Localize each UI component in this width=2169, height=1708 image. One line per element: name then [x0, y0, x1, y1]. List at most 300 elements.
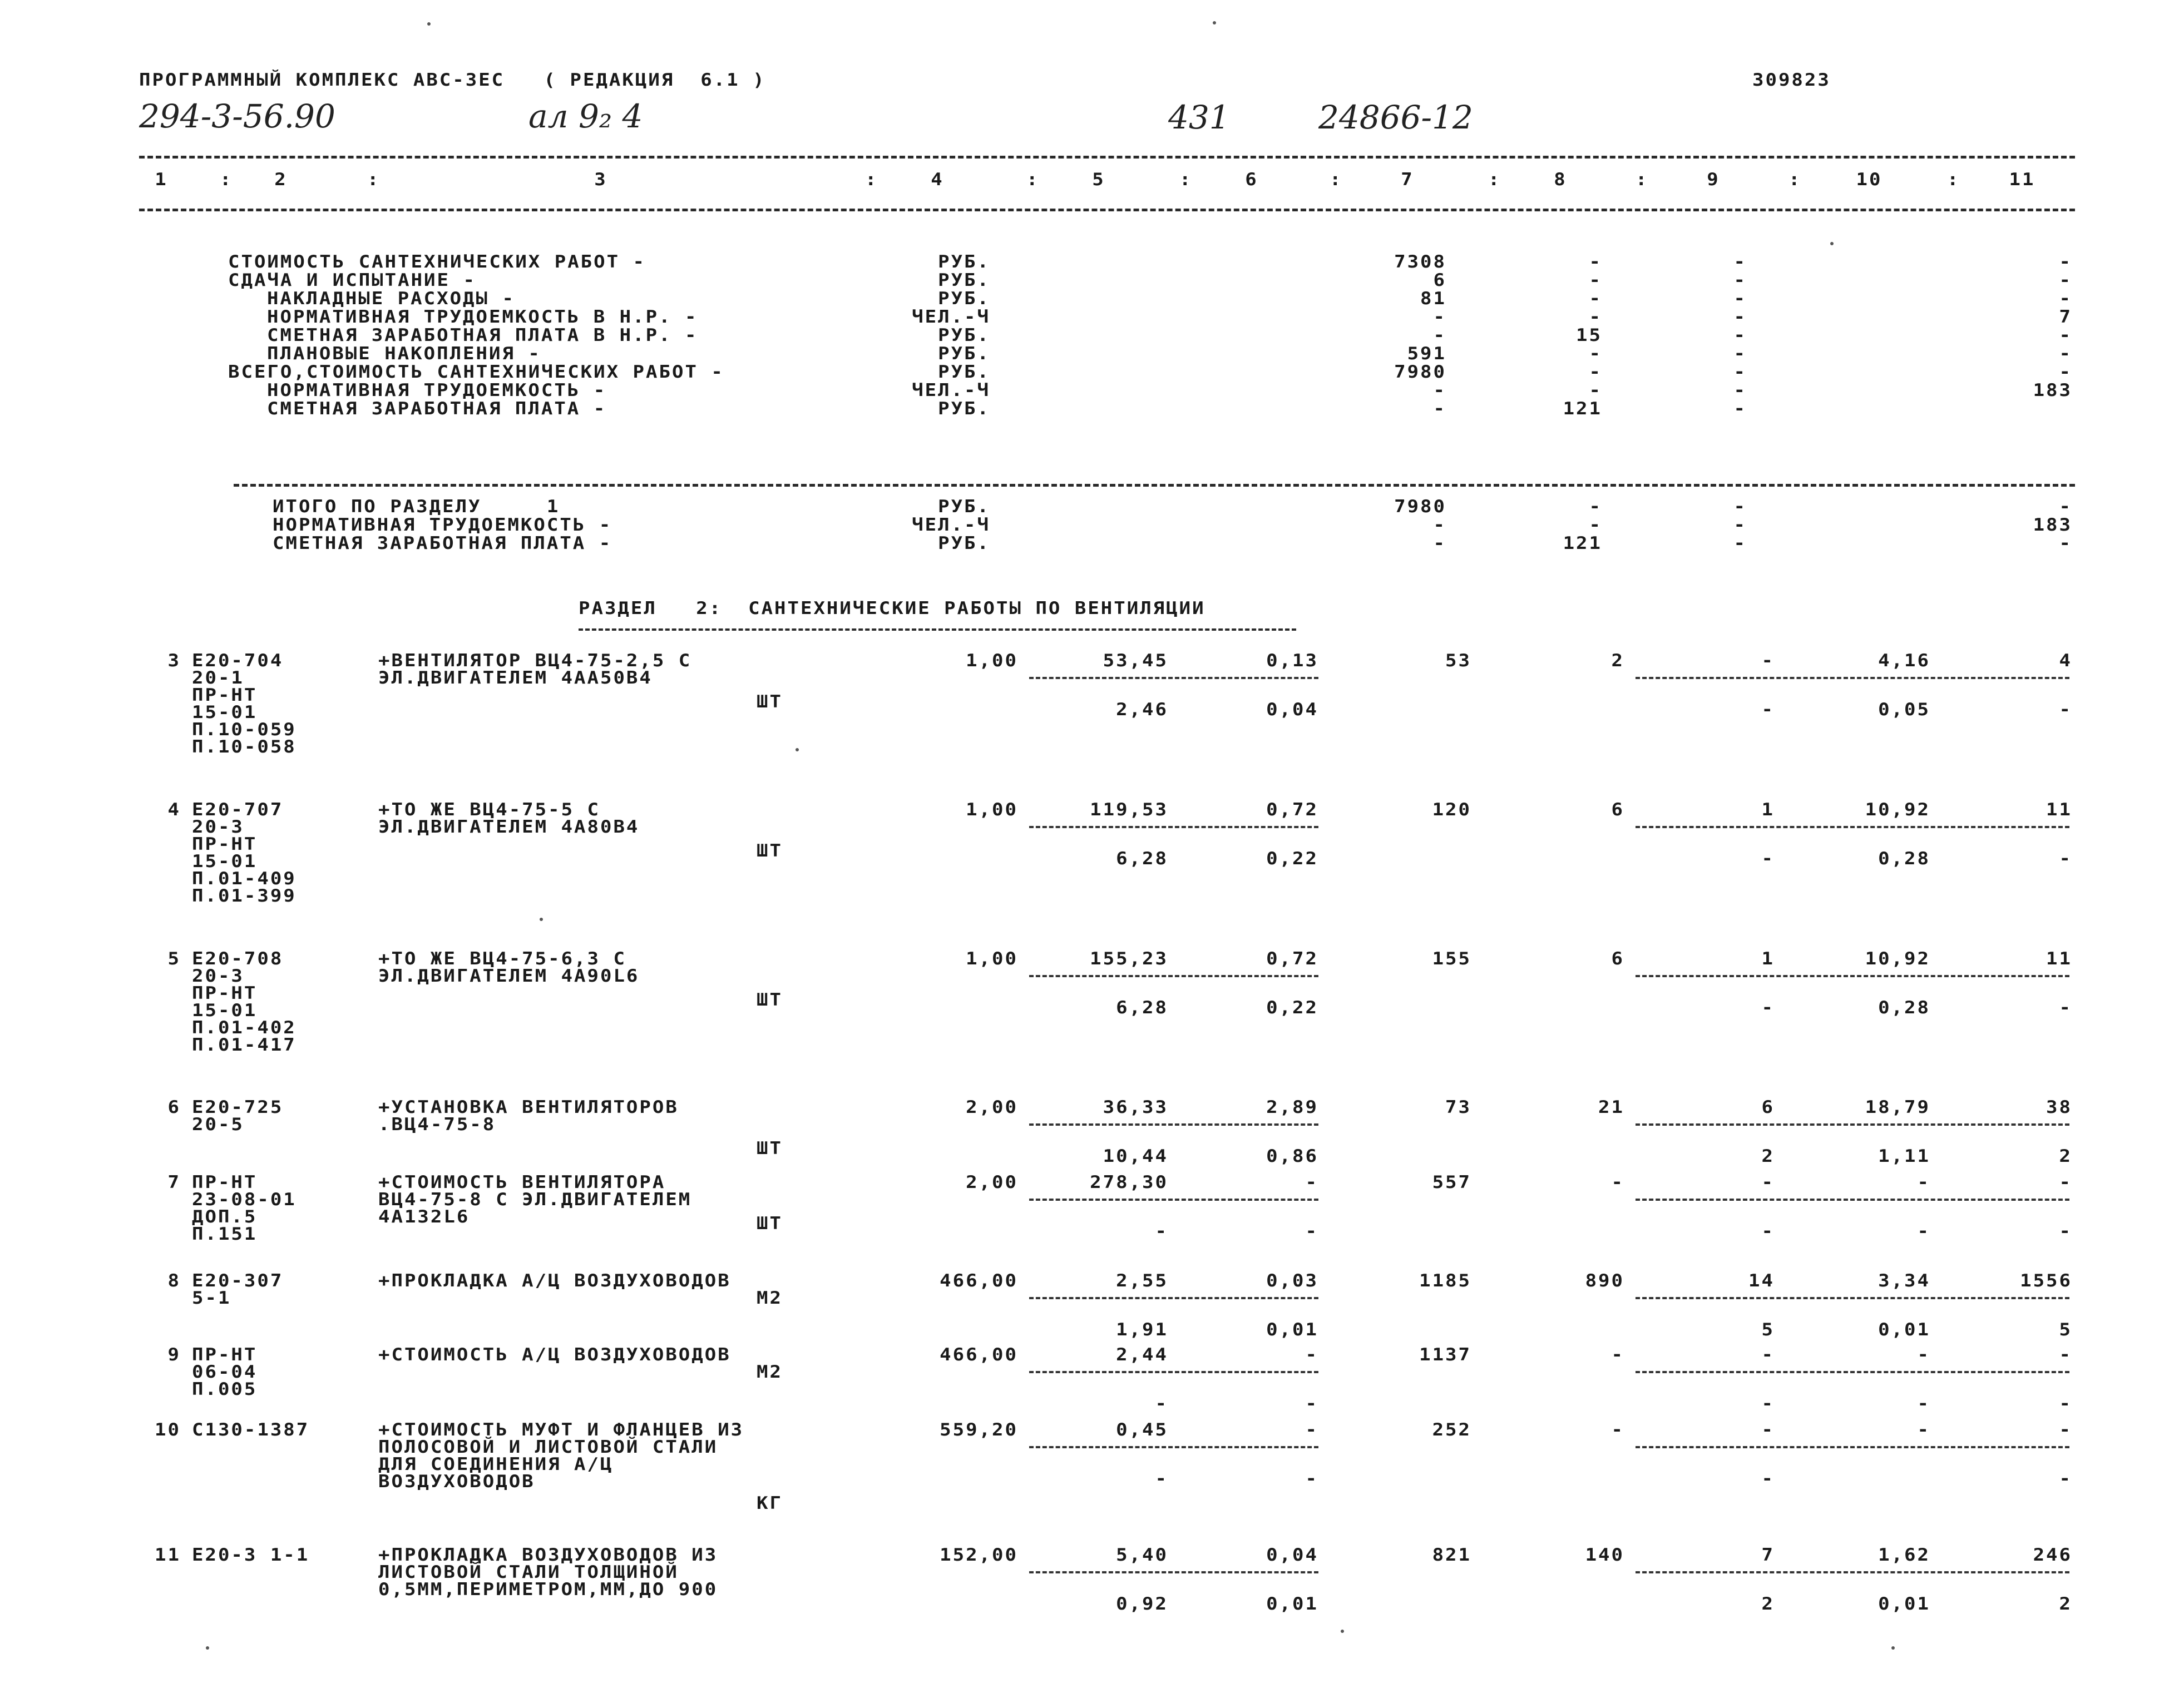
item-quantity: 466,00	[940, 1344, 1018, 1365]
item-c9-sub: -	[1761, 997, 1775, 1018]
summary-row-c7: 7308	[1394, 251, 1446, 273]
summary-row-c9: -	[1733, 398, 1747, 419]
summary-row-c8: -	[1589, 514, 1602, 536]
summary-row-name: ВСЕГО,СТОИМОСТЬ САНТЕХНИЧЕСКИХ РАБОТ -	[228, 362, 724, 383]
column-number: 4	[931, 169, 944, 190]
item-total-cost: 1185	[1419, 1270, 1471, 1291]
summary-row-unit: РУБ.	[938, 288, 990, 309]
item-unit-wage: 0,04	[1266, 1544, 1318, 1566]
item-c9: -	[1761, 1419, 1775, 1440]
section-title: РАЗДЕЛ 2: САНТЕХНИЧЕСКИЕ РАБОТЫ ПО ВЕНТИЛЯЦИИ	[579, 598, 1205, 619]
summary-row-c7: 6	[1433, 270, 1446, 291]
summary-row-c7: -	[1433, 306, 1446, 328]
summary-row-unit: РУБ.	[938, 251, 990, 273]
item-total-wage: 21	[1598, 1097, 1624, 1118]
item-code: П.10-058	[192, 736, 297, 758]
item-code: ПР-НТ	[192, 1172, 258, 1193]
item-c11-sub: 2	[2059, 1146, 2072, 1167]
summary-row-c11: 183	[2033, 514, 2072, 536]
item-machine-wage: 0,86	[1266, 1146, 1318, 1167]
item-c10: 4,16	[1878, 650, 1930, 671]
item-code: П.01-417	[192, 1034, 297, 1056]
item-c9-sub: -	[1761, 699, 1775, 720]
item-code: 20-5	[192, 1114, 244, 1135]
item-c10: 3,34	[1878, 1270, 1930, 1291]
item-c11: 246	[2033, 1544, 2072, 1566]
item-c11: -	[2059, 1419, 2072, 1440]
scan-speck	[1213, 21, 1216, 24]
item-c10: 10,92	[1865, 799, 1930, 820]
item-unit-cost: 278,30	[1090, 1172, 1168, 1193]
item-c9: -	[1761, 1172, 1775, 1193]
summary-row-c7: -	[1433, 325, 1446, 346]
item-c9-sub: -	[1761, 1468, 1775, 1489]
item-c10-sub: 0,05	[1878, 699, 1930, 720]
summary-row-c9: -	[1733, 270, 1747, 291]
item-unit-wage: 2,89	[1266, 1097, 1318, 1118]
item-description: +ВЕНТИЛЯТОР ВЦ4-75-2,5 С	[378, 650, 692, 671]
item-unit-wage: 0,13	[1266, 650, 1318, 671]
item-code: 20-1	[192, 667, 244, 689]
summary-row-name: НОРМАТИВНАЯ ТРУДОЕМКОСТЬ В Н.Р. -	[267, 306, 698, 328]
column-separator: :	[1636, 169, 1649, 190]
item-total-cost: 120	[1432, 799, 1471, 820]
item-c11: -	[2059, 1344, 2072, 1365]
item-c9: 14	[1748, 1270, 1775, 1291]
item-c9-sub: 2	[1761, 1593, 1775, 1615]
summary-row-c7: 81	[1420, 288, 1446, 309]
section-title-underline	[579, 628, 1296, 631]
handwritten-page-number: 431	[1168, 98, 1230, 136]
summary-row-c8: -	[1589, 380, 1602, 401]
item-total-wage: 6	[1611, 799, 1624, 820]
item-code: 15-01	[192, 702, 258, 723]
item-c9: 7	[1761, 1544, 1775, 1566]
column-separator: :	[1788, 169, 1802, 190]
summary-row-name: СМЕТНАЯ ЗАРАБОТНАЯ ПЛАТА -	[273, 533, 612, 554]
column-number: 8	[1554, 169, 1567, 190]
item-code: 23-08-01	[192, 1189, 297, 1210]
item-unit-cost: 119,53	[1090, 799, 1168, 820]
item-unit-wage: 0,03	[1266, 1270, 1318, 1291]
item-c11-sub: -	[2059, 1393, 2072, 1414]
item-code: 06-04	[192, 1362, 258, 1383]
item-code: Е20-3 1-1	[192, 1544, 310, 1566]
item-total-cost: 53	[1445, 650, 1471, 671]
item-total-cost: 557	[1432, 1172, 1471, 1193]
summary-row-name: СМЕТНАЯ ЗАРАБОТНАЯ ПЛАТА В Н.Р. -	[267, 325, 698, 346]
item-code: П.01-399	[192, 885, 297, 907]
column-number: 2	[274, 169, 288, 190]
column-number: 3	[594, 169, 607, 190]
item-description: +ПРОКЛАДКА А/Ц ВОЗДУХОВОДОВ	[378, 1270, 731, 1291]
header-rule-top	[139, 156, 2075, 159]
item-code: 20-3	[192, 816, 244, 838]
item-number: 6	[167, 1097, 181, 1118]
item-machine-wage: -	[1305, 1221, 1318, 1242]
item-unit: КГ	[757, 1493, 783, 1514]
summary-row-c11: -	[2059, 288, 2072, 309]
summary-row-c9: -	[1733, 533, 1747, 554]
column-separator: :	[1947, 169, 1960, 190]
item-description: +ТО ЖЕ ВЦ4-75-5 С	[378, 799, 600, 820]
item-number: 7	[167, 1172, 181, 1193]
item-unit-wage: -	[1305, 1344, 1318, 1365]
item-unit-cost: 53,45	[1103, 650, 1168, 671]
item-unit: ШТ	[757, 989, 783, 1011]
item-sub-rule	[1029, 1371, 1318, 1373]
item-machine-cost: -	[1155, 1393, 1168, 1414]
column-number: 10	[1856, 169, 1883, 190]
item-c11-sub: -	[2059, 699, 2072, 720]
item-number: 4	[167, 799, 181, 820]
item-quantity: 2,00	[966, 1172, 1018, 1193]
document-number: 309823	[1752, 70, 1831, 91]
item-code: 15-01	[192, 851, 258, 872]
column-separator: :	[1179, 169, 1193, 190]
item-sub-rule	[1029, 677, 1318, 679]
scan-speck	[796, 748, 799, 751]
summary-row-name: ИТОГО ПО РАЗДЕЛУ 1	[273, 496, 560, 517]
item-code: ДОП.5	[192, 1206, 258, 1227]
item-sub-rule	[1029, 826, 1318, 828]
item-c11-sub: -	[2059, 1221, 2072, 1242]
column-separator: :	[1026, 169, 1040, 190]
item-machine-cost: -	[1155, 1468, 1168, 1489]
summary-row-c9: -	[1733, 306, 1747, 328]
item-c10-sub: 0,01	[1878, 1593, 1930, 1615]
item-c9: 1	[1761, 948, 1775, 969]
item-c9-sub: -	[1761, 848, 1775, 869]
item-description: +УСТАНОВКА ВЕНТИЛЯТОРОВ	[378, 1097, 679, 1118]
item-sub-rule	[1636, 1446, 2069, 1448]
item-description: 0,5ММ,ПЕРИМЕТРОМ,ММ,ДО 900	[378, 1579, 718, 1600]
item-c9-sub: 5	[1761, 1319, 1775, 1340]
item-c11-sub: -	[2059, 1468, 2072, 1489]
header-rule-bottom	[139, 209, 2075, 211]
item-machine-wage: -	[1305, 1393, 1318, 1414]
item-unit: М2	[757, 1362, 783, 1383]
item-c10: -	[1917, 1344, 1930, 1365]
item-quantity: 2,00	[966, 1097, 1018, 1118]
item-description: +ПРОКЛАДКА ВОЗДУХОВОДОВ ИЗ	[378, 1544, 718, 1566]
summary-row-c11: -	[2059, 533, 2072, 554]
summary-row-c11: 7	[2059, 306, 2072, 328]
item-description: ДЛЯ СОЕДИНЕНИЯ А/Ц	[378, 1454, 614, 1475]
summary-row-c8: -	[1589, 343, 1602, 364]
item-description: +СТОИМОСТЬ А/Ц ВОЗДУХОВОДОВ	[378, 1344, 731, 1365]
item-sub-rule	[1636, 975, 2069, 977]
item-total-cost: 73	[1445, 1097, 1471, 1118]
item-code: 5-1	[192, 1288, 231, 1309]
item-description: ЭЛ.ДВИГАТЕЛЕМ 4АА50В4	[378, 667, 653, 689]
column-number: 7	[1401, 169, 1414, 190]
column-number: 5	[1092, 169, 1105, 190]
item-machine-cost: 6,28	[1116, 997, 1168, 1018]
summary-row-c7: -	[1433, 533, 1446, 554]
item-code: П.005	[192, 1379, 258, 1400]
summary-row-c8: 121	[1563, 533, 1602, 554]
item-code: Е20-704	[192, 650, 284, 671]
item-code: ПР-НТ	[192, 983, 258, 1004]
item-code: П.01-402	[192, 1017, 297, 1038]
item-machine-wage: 0,01	[1266, 1593, 1318, 1615]
item-c9: 6	[1761, 1097, 1775, 1118]
item-number: 10	[155, 1419, 181, 1440]
item-number: 8	[167, 1270, 181, 1291]
column-number: 9	[1707, 169, 1720, 190]
item-total-wage: -	[1611, 1344, 1624, 1365]
item-c11: -	[2059, 1172, 2072, 1193]
summary-row-c9: -	[1733, 288, 1747, 309]
item-code: ПР-НТ	[192, 1344, 258, 1365]
item-description: ПОЛОСОВОЙ И ЛИСТОВОЙ СТАЛИ	[378, 1437, 718, 1458]
item-unit: ШТ	[757, 840, 783, 862]
summary-row-name: СДАЧА И ИСПЫТАНИЕ -	[228, 270, 476, 291]
summary-row-unit: РУБ.	[938, 362, 990, 383]
summary-row-c9: -	[1733, 496, 1747, 517]
summary-row-name: НОРМАТИВНАЯ ТРУДОЕМКОСТЬ -	[273, 514, 612, 536]
summary-row-unit: РУБ.	[938, 496, 990, 517]
item-sub-rule	[1636, 1123, 2069, 1126]
item-code: Е20-307	[192, 1270, 284, 1291]
summary-row-unit: РУБ.	[938, 270, 990, 291]
summary-row-c9: -	[1733, 514, 1747, 536]
item-machine-wage: -	[1305, 1468, 1318, 1489]
summary-row-c8: -	[1589, 306, 1602, 328]
item-description: ВЦ4-75-8 С ЭЛ.ДВИГАТЕЛЕМ	[378, 1189, 692, 1210]
summary-row-c7: 591	[1407, 343, 1446, 364]
item-c11: 11	[2046, 948, 2072, 969]
summary-row-name: СМЕТНАЯ ЗАРАБОТНАЯ ПЛАТА -	[267, 398, 607, 419]
item-sub-rule	[1029, 1123, 1318, 1126]
item-c10-sub: -	[1917, 1393, 1930, 1414]
summary-row-unit: РУБ.	[938, 325, 990, 346]
item-unit: ШТ	[757, 1213, 783, 1234]
summary-row-c11: -	[2059, 496, 2072, 517]
item-unit-cost: 0,45	[1116, 1419, 1168, 1440]
summary-row-c7: 7980	[1394, 362, 1446, 383]
item-sub-rule	[1636, 1371, 2069, 1373]
summary-row-c11: -	[2059, 325, 2072, 346]
item-total-cost: 252	[1432, 1419, 1471, 1440]
item-sub-rule	[1029, 1297, 1318, 1299]
item-unit-wage: 0,72	[1266, 948, 1318, 969]
summary-row-c11: -	[2059, 343, 2072, 364]
item-code: ПР-НТ	[192, 685, 258, 706]
item-unit: М2	[757, 1288, 783, 1309]
summary-row-c11: 183	[2033, 380, 2072, 401]
item-c9-sub: -	[1761, 1221, 1775, 1242]
column-separator: :	[865, 169, 878, 190]
item-c10: 1,62	[1878, 1544, 1930, 1566]
summary-row-c11: -	[2059, 362, 2072, 383]
item-machine-cost: 2,46	[1116, 699, 1168, 720]
item-number: 9	[167, 1344, 181, 1365]
scan-speck	[1891, 1646, 1895, 1650]
summary-row-c8: -	[1589, 270, 1602, 291]
scan-speck	[427, 22, 431, 26]
item-code: Е20-725	[192, 1097, 284, 1118]
summary-row-c9: -	[1733, 362, 1747, 383]
item-quantity: 152,00	[940, 1544, 1018, 1566]
item-quantity: 559,20	[940, 1419, 1018, 1440]
item-total-wage: 890	[1585, 1270, 1624, 1291]
item-machine-cost: 0,92	[1116, 1593, 1168, 1615]
item-sub-rule	[1636, 677, 2069, 679]
item-total-wage: 6	[1611, 948, 1624, 969]
item-c11-sub: -	[2059, 848, 2072, 869]
summary-row-c8: 15	[1576, 325, 1602, 346]
item-c11: 4	[2059, 650, 2072, 671]
item-code: С130-1387	[192, 1419, 310, 1440]
scan-speck	[540, 918, 543, 921]
column-separator: :	[367, 169, 381, 190]
summary-row-c9: -	[1733, 343, 1747, 364]
item-description: .ВЦ4-75-8	[378, 1114, 496, 1135]
item-description: +СТОИМОСТЬ МУФТ И ФЛАНЦЕВ ИЗ	[378, 1419, 744, 1440]
handwritten-sheet-mark: ал 9₂ 4	[528, 97, 643, 135]
item-description: ВОЗДУХОВОДОВ	[378, 1471, 535, 1492]
item-total-cost: 1137	[1419, 1344, 1471, 1365]
section-divider	[234, 484, 2075, 487]
item-description: +ТО ЖЕ ВЦ4-75-6,3 С	[378, 948, 626, 969]
program-title: ПРОГРАММНЫЙ КОМПЛЕКС АВС-3ЕС ( РЕДАКЦИЯ 6.1 )	[139, 70, 766, 91]
item-c11-sub: 5	[2059, 1319, 2072, 1340]
item-total-cost: 155	[1432, 948, 1471, 969]
summary-row-c9: -	[1733, 325, 1747, 346]
item-total-wage: 140	[1585, 1544, 1624, 1566]
item-sub-rule	[1029, 1571, 1318, 1573]
item-c10-sub: 0,01	[1878, 1319, 1930, 1340]
item-unit-cost: 5,40	[1116, 1544, 1168, 1566]
summary-row-c7: -	[1433, 398, 1446, 419]
column-number: 11	[2009, 169, 2035, 190]
summary-row-c9: -	[1733, 251, 1747, 273]
item-sub-rule	[1636, 1297, 2069, 1299]
item-machine-wage: 0,01	[1266, 1319, 1318, 1340]
item-unit-wage: -	[1305, 1172, 1318, 1193]
item-quantity: 1,00	[966, 948, 1018, 969]
summary-row-unit: ЧЕЛ.-Ч	[912, 306, 990, 328]
item-c11: 38	[2046, 1097, 2072, 1118]
item-description: +СТОИМОСТЬ ВЕНТИЛЯТОРА	[378, 1172, 666, 1193]
scan-speck	[206, 1646, 209, 1650]
item-c10-sub: 1,11	[1878, 1146, 1930, 1167]
item-c9-sub: -	[1761, 1393, 1775, 1414]
item-code: 15-01	[192, 1000, 258, 1021]
handwritten-reference: 24866-12	[1318, 98, 1473, 136]
item-quantity: 466,00	[940, 1270, 1018, 1291]
item-code: Е20-708	[192, 948, 284, 969]
summary-row-c7: 7980	[1394, 496, 1446, 517]
item-machine-wage: 0,22	[1266, 997, 1318, 1018]
item-machine-cost: 1,91	[1116, 1319, 1168, 1340]
item-unit-cost: 2,55	[1116, 1270, 1168, 1291]
item-unit: ШТ	[757, 691, 783, 712]
item-number: 3	[167, 650, 181, 671]
item-code: П.01-409	[192, 868, 297, 889]
summary-row-name: НОРМАТИВНАЯ ТРУДОЕМКОСТЬ -	[267, 380, 607, 401]
summary-row-unit: РУБ.	[938, 398, 990, 419]
item-code: П.151	[192, 1224, 258, 1245]
summary-row-unit: РУБ.	[938, 343, 990, 364]
item-sub-rule	[1636, 1571, 2069, 1573]
item-c11-sub: 2	[2059, 1593, 2072, 1615]
item-description: 4А132L6	[378, 1206, 470, 1227]
item-machine-wage: 0,04	[1266, 699, 1318, 720]
item-c10-sub: 0,28	[1878, 997, 1930, 1018]
item-description: ЭЛ.ДВИГАТЕЛЕМ 4А90L6	[378, 966, 640, 987]
item-code: 20-3	[192, 966, 244, 987]
summary-row-c7: -	[1433, 380, 1446, 401]
item-description: ЛИСТОВОЙ СТАЛИ ТОЛЩИНОЙ	[378, 1562, 679, 1583]
item-c9: 1	[1761, 799, 1775, 820]
item-code: Е20-707	[192, 799, 284, 820]
summary-row-c8: -	[1589, 251, 1602, 273]
summary-row-name: СТОИМОСТЬ САНТЕХНИЧЕСКИХ РАБОТ -	[228, 251, 646, 273]
item-sub-rule	[1636, 1199, 2069, 1201]
item-c11-sub: -	[2059, 997, 2072, 1018]
item-c10: 10,92	[1865, 948, 1930, 969]
item-description: ЭЛ.ДВИГАТЕЛЕМ 4А80В4	[378, 816, 640, 838]
item-unit-cost: 2,44	[1116, 1344, 1168, 1365]
column-number: 1	[155, 169, 168, 190]
column-separator: :	[1488, 169, 1501, 190]
item-total-cost: 821	[1432, 1544, 1471, 1566]
summary-row-unit: ЧЕЛ.-Ч	[912, 380, 990, 401]
item-c10-sub: -	[1917, 1221, 1930, 1242]
item-machine-cost: -	[1155, 1221, 1168, 1242]
item-quantity: 1,00	[966, 650, 1018, 671]
column-separator: :	[1330, 169, 1343, 190]
item-unit-wage: -	[1305, 1419, 1318, 1440]
item-machine-cost: 10,44	[1103, 1146, 1168, 1167]
column-separator: :	[220, 169, 233, 190]
item-number: 5	[167, 948, 181, 969]
item-c10-sub: 0,28	[1878, 848, 1930, 869]
item-c10: -	[1917, 1419, 1930, 1440]
item-code: П.10-059	[192, 719, 297, 740]
summary-row-c9: -	[1733, 380, 1747, 401]
summary-row-c8: -	[1589, 288, 1602, 309]
item-quantity: 1,00	[966, 799, 1018, 820]
item-unit-wage: 0,72	[1266, 799, 1318, 820]
item-total-wage: -	[1611, 1419, 1624, 1440]
item-sub-rule	[1029, 1199, 1318, 1201]
item-c11: 1556	[2020, 1270, 2072, 1291]
item-sub-rule	[1636, 826, 2069, 828]
summary-row-c7: -	[1433, 514, 1446, 536]
item-c10: -	[1917, 1172, 1930, 1193]
item-unit-cost: 155,23	[1090, 948, 1168, 969]
item-c11: 11	[2046, 799, 2072, 820]
item-sub-rule	[1029, 975, 1318, 977]
summary-row-c8: -	[1589, 362, 1602, 383]
scan-speck	[1341, 1630, 1344, 1633]
item-machine-cost: 6,28	[1116, 848, 1168, 869]
item-c9-sub: 2	[1761, 1146, 1775, 1167]
summary-row-c8: -	[1589, 496, 1602, 517]
item-code: ПР-НТ	[192, 834, 258, 855]
item-machine-wage: 0,22	[1266, 848, 1318, 869]
handwritten-project-code: 294-3-56.90	[139, 97, 335, 135]
summary-row-c11: -	[2059, 270, 2072, 291]
scan-speck	[1830, 242, 1834, 245]
item-c9: -	[1761, 650, 1775, 671]
item-unit: ШТ	[757, 1138, 783, 1159]
item-total-wage: 2	[1611, 650, 1624, 671]
